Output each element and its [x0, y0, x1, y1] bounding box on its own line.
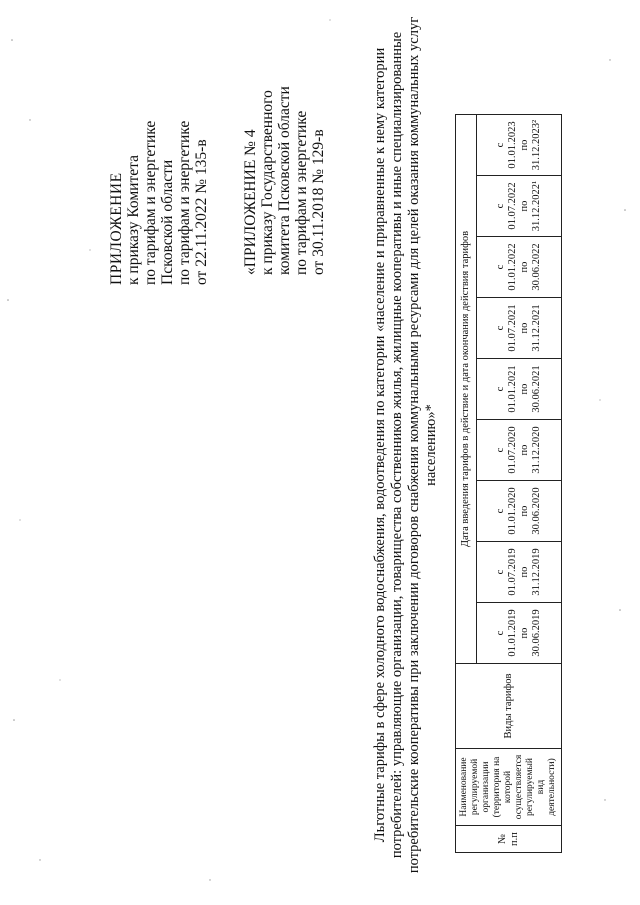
appendix-line: по тарифам и энергетике	[176, 120, 193, 285]
previous-appendix-line: комитета Псковской области	[276, 86, 293, 275]
previous-appendix-line: к приказу Государственного	[259, 90, 276, 275]
period-cell: с 01.01.2023 по 31.12.2023²	[477, 115, 562, 176]
header-tariff-kinds: Виды тарифов	[456, 664, 562, 749]
document-title: Льготные тарифы в сфере холодного водоснабжения, водоотведения по категории «население и приравненные к нему категории потребителей: управляющие организации, товарищества собственников жилья, жилищные кооперативы и иные специализированные потребительские кооперативы при заключении договоров снабжения коммунальными ресурсами для целей оказания коммунальных услуг населению»*	[372, 16, 439, 874]
period-cell: с 01.07.2021 по 31.12.2021	[477, 298, 562, 359]
header-organization: Наименование регулируемой организации (территория на которой осуществляется регулируемый вид деятельности)	[456, 749, 562, 826]
previous-appendix-block	[242, 86, 327, 275]
previous-appendix-line: от 30.11.2018 № 129-в	[310, 129, 327, 275]
appendix-line: по тарифам и энергетике	[142, 120, 159, 285]
period-cell: с 01.01.2020 по 30.06.2020	[477, 481, 562, 542]
appendix-heading: ПРИЛОЖЕНИЕ	[108, 172, 125, 285]
appendix-line: к приказу Комитета	[125, 155, 142, 285]
period-cell: с 01.01.2019 по 30.06.2019	[477, 603, 562, 664]
previous-appendix-line: «ПРИЛОЖЕНИЕ № 4	[242, 129, 259, 275]
period-cell: с 01.01.2021 по 30.06.2021	[477, 359, 562, 420]
header-number: № п.п	[456, 826, 562, 853]
period-cell: с 01.07.2019 по 31.12.2019	[477, 542, 562, 603]
tariff-table	[455, 114, 562, 853]
appendix-block	[108, 121, 210, 285]
period-cell: с 01.01.2022 по 30.06.2022	[477, 237, 562, 298]
appendix-line: от 22.11.2022 № 135-в	[193, 139, 210, 285]
header-period-group: Дата введения тарифов в действие и дата окончания действия тарифов	[456, 115, 477, 664]
period-cell: с 01.07.2022 по 31.12.2022¹	[477, 176, 562, 237]
previous-appendix-line: по тарифам и энергетике	[293, 110, 310, 275]
appendix-line: Псковской области	[159, 159, 176, 285]
period-cell: с 01.07.2020 по 31.12.2020	[477, 420, 562, 481]
